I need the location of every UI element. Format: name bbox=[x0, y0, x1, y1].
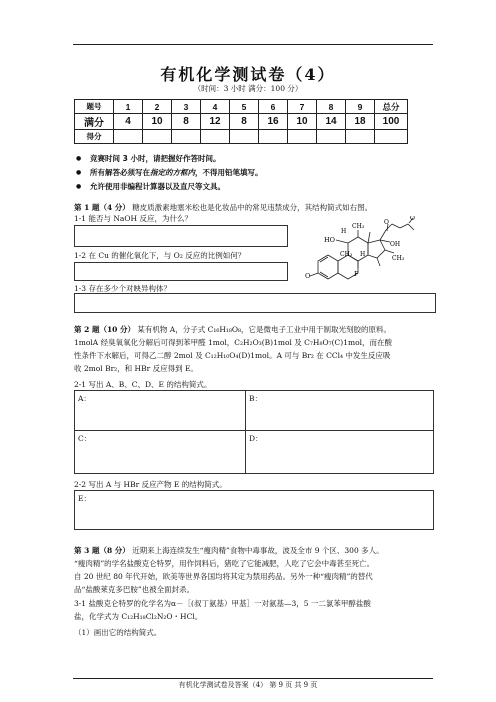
q1-intro: 第 1 题（4 分） 糖皮质激素地塞米松也是化妆品中的常见违禁成分，其结构简式如右图。 bbox=[74, 203, 373, 212]
header-rule bbox=[73, 44, 433, 45]
hydroxyl-label: OH bbox=[390, 241, 401, 248]
question-number: 3 bbox=[172, 100, 201, 114]
question-number: 2 bbox=[143, 100, 172, 114]
question-number: 5 bbox=[230, 100, 259, 114]
rule-item: ● 所有解答必须写在指定的方框内，不得用铅笔填写。 bbox=[76, 166, 263, 180]
row-label: 满分 bbox=[75, 114, 114, 130]
max-points: 4 bbox=[114, 114, 143, 130]
answer-cell-b[interactable]: B： bbox=[245, 390, 434, 431]
table-row bbox=[75, 114, 408, 130]
question-number: 7 bbox=[288, 100, 317, 114]
page-footer: 有机化学测试卷及答案（4） 第 9 页 共 9 页 bbox=[178, 681, 318, 689]
q2-2-prompt: 2-2 写出 A 与 HBr 反应产物 E 的结构简式。 bbox=[74, 480, 227, 489]
q1-1-answer-box[interactable] bbox=[74, 225, 288, 247]
hydrogen-label: H bbox=[360, 251, 366, 258]
methyl-label: CH₃ bbox=[340, 251, 353, 258]
score-cell[interactable] bbox=[259, 130, 288, 144]
max-points: 16 bbox=[259, 114, 288, 130]
q2-1-prompt: 2-1 写出 A、B、C、D、E 的结构简式。 bbox=[74, 380, 212, 389]
q1-1-prompt: 1-1 能否与 NaOH 反应，为什么？ bbox=[74, 214, 192, 223]
question-number: 8 bbox=[317, 100, 346, 114]
score-cell[interactable] bbox=[230, 130, 259, 144]
max-points: 12 bbox=[201, 114, 230, 130]
question-number: 9 bbox=[346, 100, 375, 114]
score-table bbox=[74, 99, 408, 144]
q3-1-prompt: 3-1 盐酸克仑特罗的化学名为α－［(叔丁氨基）甲基］一对氨基—3，5 一二氯苯甲醇盐酸 盐，化学式为 C₁₂H₁₈Cl₂N₂O・HCl。 （1）画出它的结构简式。 bbox=[74, 599, 371, 637]
page-title: 有机化学测试卷（4） bbox=[160, 65, 336, 84]
q1-2-answer-box[interactable] bbox=[74, 262, 288, 281]
footer-rule bbox=[73, 678, 433, 679]
carbonyl-oxygen-label: O bbox=[384, 219, 389, 226]
q2-intro: 第 2 题（10 分） 某有机物 A，分子式 C₁₆H₁₈O₈，它是微电子工业中用于制取光刻胶的原料。 1molA 经臭氧氧化分解后可得到苯甲醛 1mol，C₂H₂O₃(B)1mol 及 C₇H₈O₇(C)1mol，而在酸 性条件下水解后，可得乙二醇 2mol 及 C₁₂H₁₀O₄(D)1mol。A 可与 Br₂ 在 CCl₄ 中发生反应吸 收 2mol Br₂，和 HBr 反应得到 E。 bbox=[74, 325, 392, 373]
rule-item: ● 允许使用非编程计算器以及直尺等文具。 bbox=[76, 180, 263, 194]
answer-cell-a[interactable]: A： bbox=[74, 390, 246, 431]
question-number: 4 bbox=[201, 100, 230, 114]
table-row bbox=[75, 100, 408, 114]
methyl-label: CH₃ bbox=[392, 255, 405, 262]
exam-info: （时间：3 小时 满分：100 分） bbox=[193, 84, 303, 93]
q1-2-prompt: 1-2 在 Cu 的催化氧化下，与 O₂ 反应的比例如何？ bbox=[74, 251, 246, 260]
dexamethasone-structure bbox=[288, 216, 436, 288]
fluorine-label: F bbox=[354, 270, 359, 278]
ester-oxygen-label: O bbox=[410, 216, 415, 222]
score-cell[interactable] bbox=[172, 130, 201, 144]
max-points: 14 bbox=[317, 114, 346, 130]
total-points: 100 bbox=[375, 114, 408, 130]
question-number: 6 bbox=[259, 100, 288, 114]
question-number: 1 bbox=[114, 100, 143, 114]
score-cell[interactable] bbox=[375, 130, 408, 144]
max-points: 18 bbox=[346, 114, 375, 130]
score-cell[interactable] bbox=[143, 130, 172, 144]
score-cell[interactable] bbox=[288, 130, 317, 144]
q1-3-prompt: 1-3 存在多少个对映异构体？ bbox=[74, 284, 171, 293]
score-cell[interactable] bbox=[201, 130, 230, 144]
hydroxyl-label: HO bbox=[324, 236, 335, 244]
hydrogen-label: H bbox=[341, 228, 347, 235]
answer-cell-d[interactable]: D： bbox=[245, 430, 434, 474]
ketone-oxygen-label: O bbox=[305, 272, 311, 280]
max-points: 8 bbox=[230, 114, 259, 130]
q1-3-answer-box[interactable] bbox=[74, 293, 436, 313]
total-header: 总分 bbox=[375, 100, 408, 114]
score-cell[interactable] bbox=[346, 130, 375, 144]
score-cell[interactable] bbox=[114, 130, 143, 144]
row-label: 题号 bbox=[75, 100, 114, 114]
answer-cell-c[interactable]: C： bbox=[74, 430, 246, 474]
max-points: 10 bbox=[143, 114, 172, 130]
methyl-label: CH₃ bbox=[352, 223, 365, 230]
q3-intro: 第 3 题（8 分） 近期来上海连续发生“瘦肉精”食物中毒事故，波及全市 9 个区、300 多人。 “瘦肉精”的学名盐酸克仑特罗，用作饲料后，猪吃了它能减肥，人吃了它会中毒甚至死亡。 自 20 世纪 80 年代开始，欧美等世界各国均将其定为禁用药品。另外一种“瘦肉精”的替代 品“盐酸莱克多巴胺”也被全面封杀。 bbox=[74, 546, 384, 594]
row-label: 得分 bbox=[75, 130, 114, 144]
rule-item: ● 竞赛时间 3 小时，请把握好作答时间。 bbox=[76, 152, 263, 166]
answer-cell-e[interactable]: E： bbox=[74, 490, 434, 530]
max-points: 10 bbox=[288, 114, 317, 130]
exam-rules bbox=[76, 152, 263, 194]
max-points: 8 bbox=[172, 114, 201, 130]
table-row bbox=[75, 130, 408, 144]
score-cell[interactable] bbox=[317, 130, 346, 144]
